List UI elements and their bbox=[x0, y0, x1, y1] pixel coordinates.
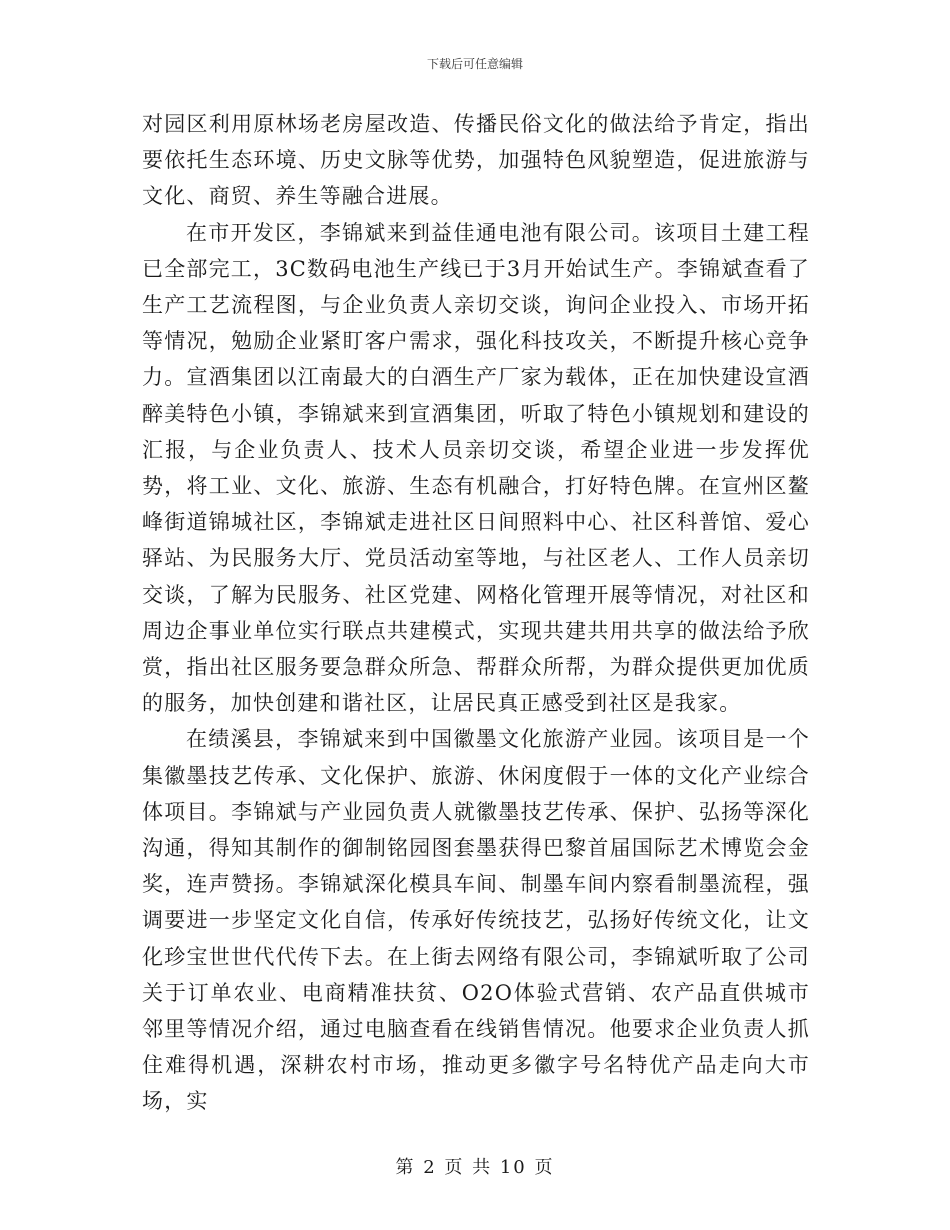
page-number-footer: 第 2 页 共 10 页 bbox=[395, 1157, 555, 1178]
document-body bbox=[142, 106, 810, 1120]
paragraph-2: 在市开发区，李锦斌来到益佳通电池有限公司。该项目土建工程已全部完工，3C数码电池生产线已于3月开始试生产。李锦斌查看了生产工艺流程图，与企业负责人亲切交谈，询问企业投入、市场开拓等情况，勉励企业紧盯客户需求，强化科技攻关，不断提升核心竞争力。宣酒集团以江南最大的白酒生产厂家为载体，正在加快建设宣酒醉美特色小镇，李锦斌来到宣酒集团，听取了特色小镇规划和建设的汇报，与企业负责人、技术人员亲切交谈，希望企业进一步发挥优势，将工业、文化、旅游、生态有机融合，打好特色牌。在宣州区鳌峰街道锦城社区，李锦斌走进社区日间照料中心、社区科普馆、爱心驿站、为民服务大厅、党员活动室等地，与社区老人、工作人员亲切交谈，了解为民服务、社区党建、网格化管理开展等情况，对社区和周边企事业单位实行联点共建模式，实现共建共用共享的做法给予欣赏，指出社区服务要急群众所急、帮群众所帮，为群众提供更加优质的服务，加快创建和谐社区，让居民真正感受到社区是我家。 bbox=[142, 220, 810, 716]
page-header: 下载后可任意编辑 bbox=[426, 57, 523, 71]
paragraph-1: 对园区利用原林场老房屋改造、传播民俗文化的做法给予肯定，指出要依托生态环境、历史文脉等优势，加强特色风貌塑造，促进旅游与文化、商贸、养生等融合进展。 bbox=[142, 112, 810, 209]
paragraph-3: 在绩溪县，李锦斌来到中国徽墨文化旅游产业园。该项目是一个集徽墨技艺传承、文化保护、旅游、休闲度假于一体的文化产业综合体项目。李锦斌与产业园负责人就徽墨技艺传承、保护、弘扬等深化沟通，得知其制作的御制铭园图套墨获得巴黎首届国际艺术博览会金奖，连声赞扬。李锦斌深化模具车间、制墨车间内察看制墨流程，强调要进一步坚定文化自信，传承好传统技艺，弘扬好传统文化，让文化珍宝世世代代传下去。在上街去网络有限公司，李锦斌听取了公司关于订单农业、电商精准扶贫、O2O体验式营销、农产品直供城市邻里等情况介绍，通过电脑查看在线销售情况。他要求企业负责人抓住难得机遇，深耕农村市场，推动更多徽字号名特优产品走向大市场，实 bbox=[142, 727, 810, 1114]
